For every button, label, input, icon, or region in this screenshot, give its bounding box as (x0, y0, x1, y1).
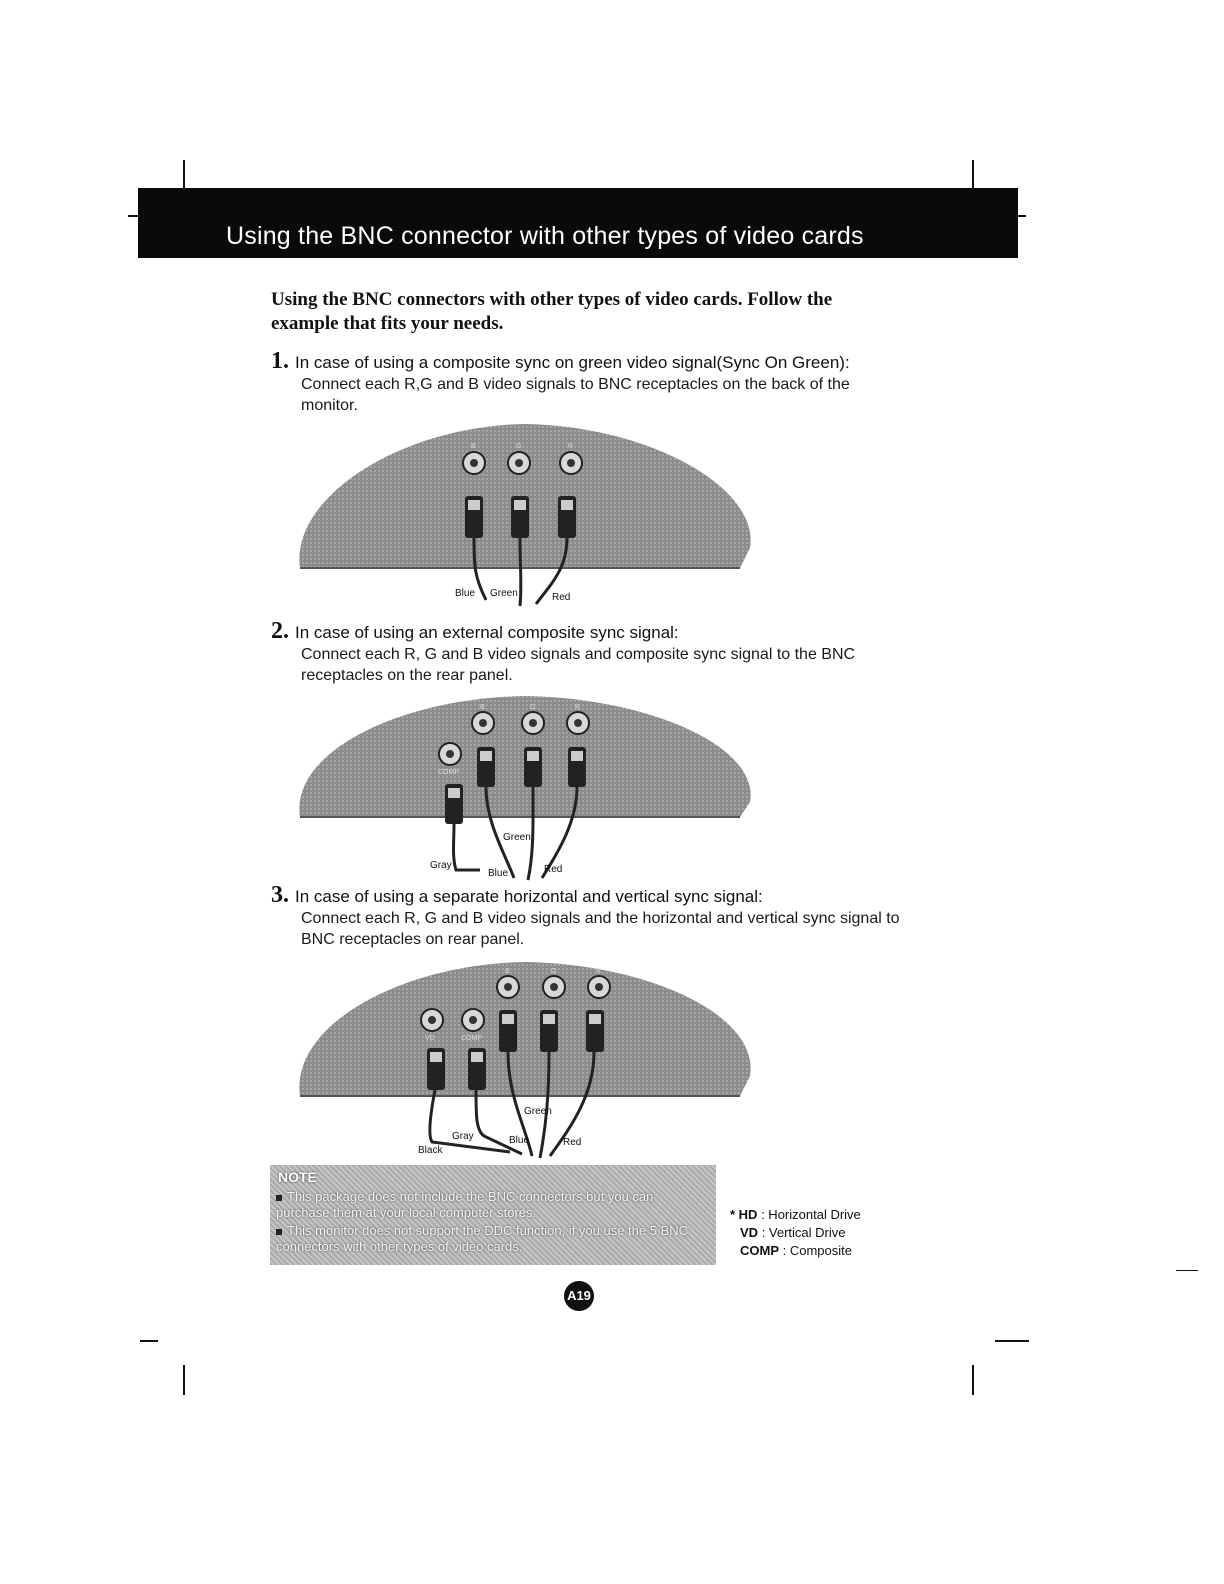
bnc-port (588, 976, 610, 998)
step-heading: In case of using a composite sync on green video signal(Sync On Green): (295, 353, 850, 372)
crop-mark (128, 215, 138, 217)
cable-label-blue: Blue (488, 868, 509, 879)
port-label: R (568, 443, 574, 450)
monitor-rear-panel (299, 962, 750, 1096)
step-body: Connect each R, G and B video signals and the horizontal and vertical sync signal to BNC receptacles on rear panel. (301, 910, 900, 948)
cable-label-green: Green (524, 1106, 552, 1117)
note-title: NOTE (278, 1169, 317, 1185)
step-number: 1. (271, 348, 289, 374)
bnc-plug (465, 496, 483, 538)
port-label: COMP (438, 769, 459, 776)
step-body: Connect each R, G and B video signals and composite sync signal to the BNC receptacles on the rear panel. (301, 646, 856, 684)
page-number: A19 (564, 1281, 594, 1311)
cable-label-black: Black (418, 1145, 443, 1156)
bnc-plug (499, 1010, 517, 1052)
figure-external-composite-sync (290, 692, 760, 882)
bnc-port (439, 743, 461, 765)
bnc-plug (524, 747, 542, 787)
legend-text: : Vertical Drive (761, 1225, 846, 1240)
header-band (138, 188, 1018, 258)
cable-label-green: Green (490, 588, 518, 599)
bnc-port (543, 976, 565, 998)
port-label: VD (425, 1035, 435, 1042)
crop-mark (183, 1365, 185, 1395)
abbreviation-legend (730, 1206, 861, 1260)
port-label: G (516, 443, 522, 450)
page-title: Using the BNC connector with other types of video cards (226, 222, 864, 250)
port-label: B (505, 968, 510, 975)
bnc-port (462, 1009, 484, 1031)
bnc-port (497, 976, 519, 998)
step-1 (271, 350, 911, 416)
step-2 (271, 620, 911, 686)
port-label: COMP (461, 1035, 482, 1042)
legend-text: : Composite (782, 1243, 852, 1258)
legend-row (730, 1206, 861, 1224)
port-label: G (530, 704, 536, 711)
bnc-plug (586, 1010, 604, 1052)
bnc-plug (477, 747, 495, 787)
legend-abbr: * HD (730, 1207, 758, 1222)
bnc-plug (445, 784, 463, 824)
cable-label-red: Red (552, 592, 571, 603)
cable-label-red: Red (544, 864, 563, 875)
bnc-port (472, 712, 494, 734)
crop-mark (972, 160, 974, 188)
bnc-plug (558, 496, 576, 538)
step-heading: In case of using a separate horizontal and vertical sync signal: (295, 887, 763, 906)
figure-separate-hv-sync (290, 956, 760, 1162)
port-label: G (551, 968, 557, 975)
crop-mark (140, 1340, 158, 1342)
figure-sync-on-green (290, 418, 760, 608)
cable-label-gray: Gray (430, 860, 452, 871)
note-box (270, 1165, 716, 1265)
legend-text: : Horizontal Drive (761, 1207, 861, 1222)
legend-abbr: VD (740, 1225, 759, 1240)
legend-abbr: COMP (740, 1243, 779, 1258)
crop-mark (1018, 215, 1026, 217)
bnc-port (508, 452, 530, 474)
cable-label-red: Red (563, 1137, 582, 1148)
port-label: B (480, 704, 485, 711)
crop-mark (995, 1340, 1029, 1342)
bnc-port (567, 712, 589, 734)
crop-mark (972, 1365, 974, 1395)
bnc-port (421, 1009, 443, 1031)
legend-row (730, 1242, 861, 1260)
crop-mark (1176, 1270, 1198, 1271)
note-item (276, 1189, 710, 1221)
step-number: 3. (271, 882, 289, 908)
port-label: R (596, 968, 602, 975)
legend-row (730, 1224, 861, 1242)
bnc-plug (540, 1010, 558, 1052)
cable-label-blue: Blue (455, 588, 476, 599)
intro-text: Using the BNC connectors with other types of video cards. Follow the example that fits your needs. (271, 289, 833, 334)
bnc-port (560, 452, 582, 474)
cable-label-blue: Blue (509, 1135, 530, 1146)
bullet-icon (276, 1195, 282, 1201)
port-label: R (575, 704, 581, 711)
bnc-plug (468, 1048, 486, 1090)
bullet-icon (276, 1229, 282, 1235)
step-body: Connect each R,G and B video signals to BNC receptacles on the back of the monitor. (301, 376, 850, 414)
cable-label-green: Green (503, 832, 531, 843)
port-label: B (471, 443, 476, 450)
crop-mark (183, 160, 185, 188)
note-item (276, 1223, 710, 1255)
bnc-plug (511, 496, 529, 538)
note-item-text: This monitor does not support the DDC function, if you use the 5 BNC connectors with other types of video cards. (276, 1223, 689, 1254)
step-heading: In case of using an external composite sync signal: (295, 623, 679, 642)
step-number: 2. (271, 618, 289, 644)
cable-label-gray: Gray (452, 1131, 474, 1142)
bnc-plug (427, 1048, 445, 1090)
bnc-port (463, 452, 485, 474)
note-item-text: This package does not include the BNC connectors but you can purchase them at your local computer stores. (276, 1189, 654, 1220)
bnc-plug (568, 747, 586, 787)
bnc-port (522, 712, 544, 734)
step-3 (271, 884, 911, 950)
